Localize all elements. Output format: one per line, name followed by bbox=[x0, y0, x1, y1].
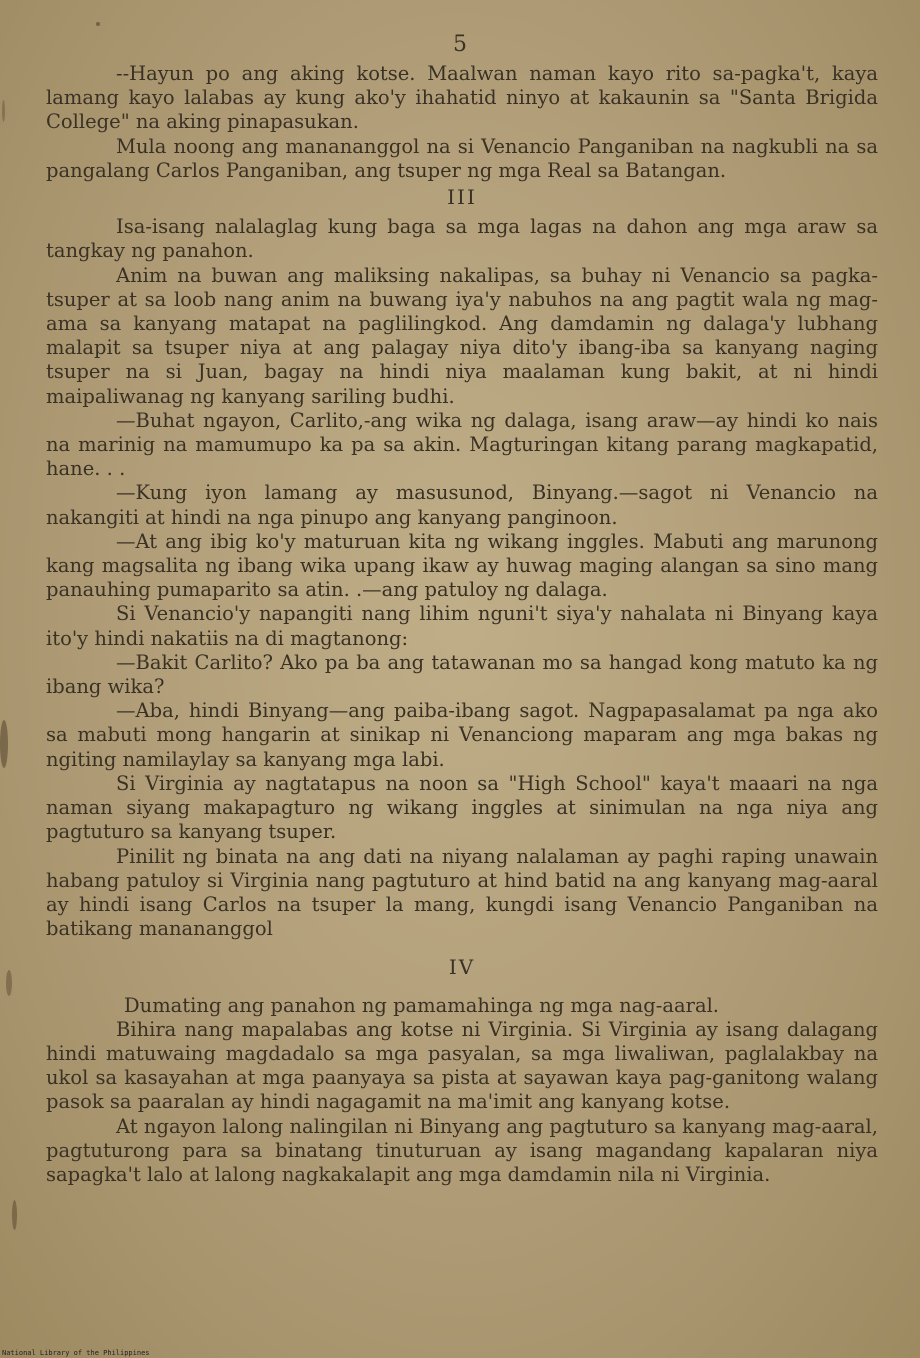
section-heading-iv: IV bbox=[448, 955, 476, 980]
edge-mark bbox=[6, 970, 12, 996]
paragraph: Pinilit ng binata na ang dati na niyang nalalaman ay paghi raping unawain habang patuloy si Virginia nang pagtuturo at hind batid na ang kanyang mag-aaral ay hindi isang Carlos na tsuper la mang, kungdi isang Venancio Panganiban na batikang manananggol bbox=[46, 844, 878, 941]
paragraph: Anim na buwan ang maliksing nakalipas, sa buhay ni Venancio sa pagka-tsuper at sa loob nang anim na buwang iya'y nabuhos na ang pagtit wala ng mag-ama sa kanyang matapat na paglilingkod. Ang damdamin ng dalaga'y lubhang malapit sa tsuper niya at ang palagay niya dito'y ibang-iba sa kanyang naging tsuper na si Juan, bagay na hindi niya maalaman kung bakit, at ni hindi maipaliwanag ng kanyang sariling budhi. bbox=[46, 263, 878, 408]
paragraph: Isa-isang nalalaglag kung baga sa mga lagas na dahon ang mga araw sa tangkay ng panahon. bbox=[46, 215, 878, 263]
paragraph: Si Virginia ay nagtatapus na noon sa "High School" kaya't maaari na nga naman siyang makapagturo ng wikang inggles at sinimulan na nga niya ang pagtuturo sa kanyang tsuper. bbox=[46, 771, 878, 844]
paragraph: At ngayon lalong nalingilan ni Binyang ang pagtuturo sa kanyang mag-aaral, pagtuturong para sa binatang tinuturuan ay isang magandang kapalaran niya sapagka't lalo at lalong nagkakalapit ang mga damdamin nila ni Virginia. bbox=[46, 1114, 878, 1186]
ink-speck bbox=[96, 22, 100, 26]
edge-mark bbox=[12, 1200, 17, 1230]
paragraph: —Aba, hindi Binyang—ang paiba-ibang sagot. Nagpapasalamat pa nga ako sa mabuti mong hangarin at sinikap ni Venanciong maparam ang mga bakas ng ngiting namilaylay sa kanyang mga labi. bbox=[46, 699, 878, 771]
paragraph: Si Venancio'y napangiti nang lihim nguni't siya'y nahalata ni Binyang kaya ito'y hindi nakatiis na di magtanong: bbox=[46, 602, 878, 650]
paragraph: Dumating ang panahon ng pamamahinga ng mga nag-aaral. bbox=[124, 993, 720, 1017]
paragraph: —Bakit Carlito? Ako pa ba ang tatawanan mo sa hangad kong matuto ka ng ibang wika? bbox=[46, 650, 878, 699]
paragraph: --Hayun po ang aking kotse. Maalwan naman kayo rito sa-pagka't, kaya lamang kayo lalabas ay kung ako'y ihahatid ninyo at kakaunin sa "Santa Brigida College" na aking pinapasukan. bbox=[46, 62, 878, 134]
footer-credit: National Library of the Philippines bbox=[2, 1349, 150, 1357]
paragraph: —At ang ibig ko'y maturuan kita ng wikang inggles. Mabuti ang marunong kang magsalita ng ibang wika upang ikaw ay huwag maging alangan sa sino mang panauhing pumaparito sa atin. .—ang patuloy ng dalaga. bbox=[46, 529, 878, 602]
page-number: 5 bbox=[453, 32, 467, 57]
paragraph: Mula noong ang manananggol na si Venancio Panganiban na nagkubli na sa pangalang Carlos Panganiban, ang tsuper ng mga Real sa Batangan. bbox=[46, 134, 878, 182]
edge-mark bbox=[0, 720, 8, 768]
paragraph: —Buhat ngayon, Carlito,-ang wika ng dalaga, isang araw—ay hindi ko nais na marinig na mamumupo ka pa sa akin. Magturingan kitang parang magkapatid, hane. . . bbox=[46, 408, 878, 481]
edge-mark bbox=[2, 100, 5, 122]
section-heading-iii: III bbox=[447, 185, 477, 210]
paragraph: —Kung iyon lamang ay masusunod, Binyang.—sagot ni Venancio na nakangiti at hindi na nga pinupo ang kanyang panginoon. bbox=[46, 481, 878, 529]
body-text bbox=[46, 62, 878, 1187]
paragraph: Bihira nang mapalabas ang kotse ni Virginia. Si Virginia ay isang dalagang hindi matuwaing magdadalo sa mga pasyalan, sa mga liwaliwan, paglalakbay na ukol sa kasayahan at mga paanyaya sa pista at sayawan kaya pag-ganitong walang pasok sa paaralan ay hindi nagagamit na ma'imit ang kanyang kotse. bbox=[46, 1017, 878, 1114]
